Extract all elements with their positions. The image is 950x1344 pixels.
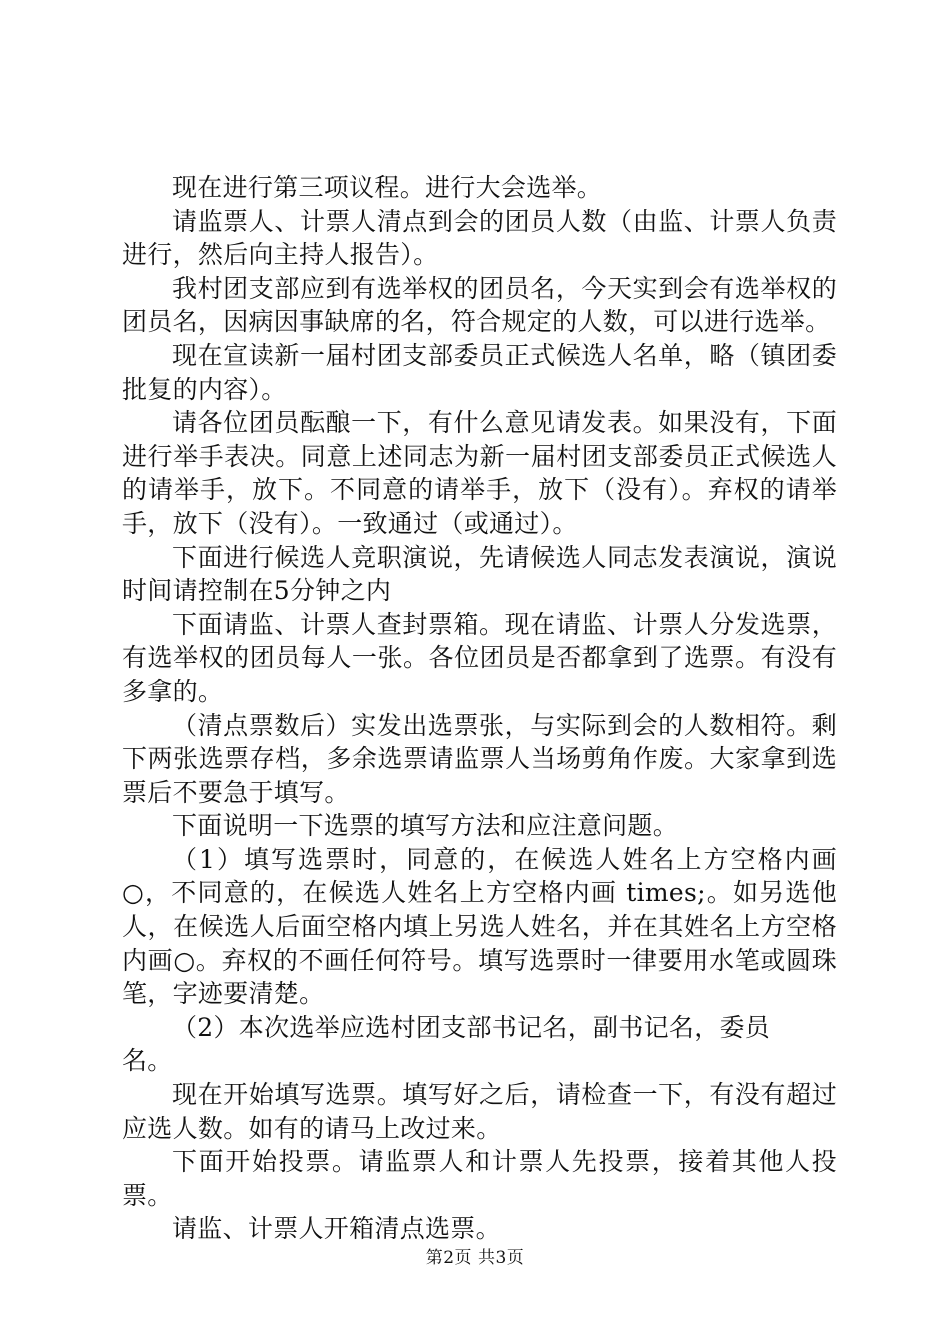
- paragraph-2: 请监票人、计票人清点到会的团员人数（由监、计票人负责进行，然后向主持人报告）。: [122, 206, 837, 270]
- paragraph-10: （1）填写选票时，同意的，在候选人姓名上方空格内画○，不同意的，在候选人姓名上方空格内画 times;。如另选他人，在候选人后面空格内填上另选人姓名，并在其姓名上方空格内画○。弃权的不画任何符号。填写选票时一律要用水笔或圆珠笔，字迹要清楚。: [122, 844, 837, 1009]
- paragraph-5: 请各位团员酝酿一下，有什么意见请发表。如果没有，下面进行举手表决。同意上述同志为新一届村团支部委员正式候选人的请举手，放下。不同意的请举手，放下（没有）。弃权的请举手，放下（没有）。一致通过（或通过）。: [122, 408, 837, 538]
- paragraph-9: 下面说明一下选票的填写方法和应注意问题。: [172, 811, 679, 841]
- paragraph-11: （2）本次选举应选村团支部书记名，副书记名，委员 名。: [122, 1012, 771, 1076]
- paragraph-6: 下面进行候选人竞职演说，先请候选人同志发表演说，演说时间请控制在5分钟之内: [122, 542, 837, 606]
- paragraph-4: 现在宣读新一届村团支部委员正式候选人名单，略（镇团委批复的内容）。: [122, 340, 837, 404]
- document-body: [122, 171, 837, 1246]
- paragraph-14: 请监、计票人开箱清点选票。: [172, 1214, 501, 1244]
- paragraph-12: 现在开始填写选票。填写好之后，请检查一下，有没有超过应选人数。如有的请马上改过来。: [122, 1080, 837, 1143]
- paragraph-7: 下面请监、计票人查封票箱。现在请监、计票人分发选票，有选举权的团员每人一张。各位团员是否都拿到了选票。有没有多拿的。: [122, 609, 837, 706]
- paragraph-1: 现在进行第三项议程。进行大会选举。: [172, 173, 603, 202]
- paragraph-8: （清点票数后）实发出选票张，与实际到会的人数相符。剩下两张选票存档，多余选票请监票人当场剪角作废。大家拿到选票后不要急于填写。: [122, 710, 837, 807]
- page-number-label: 第2页 共3页: [425, 1248, 525, 1268]
- page-footer: [0, 1243, 950, 1268]
- paragraph-13: 下面开始投票。请监票人和计票人先投票，接着其他人投票。: [122, 1147, 837, 1210]
- paragraph-3: 我村团支部应到有选举权的团员名，今天实到会有选举权的团员名，因病因事缺席的名，符合规定的人数，可以进行选举。: [122, 273, 837, 337]
